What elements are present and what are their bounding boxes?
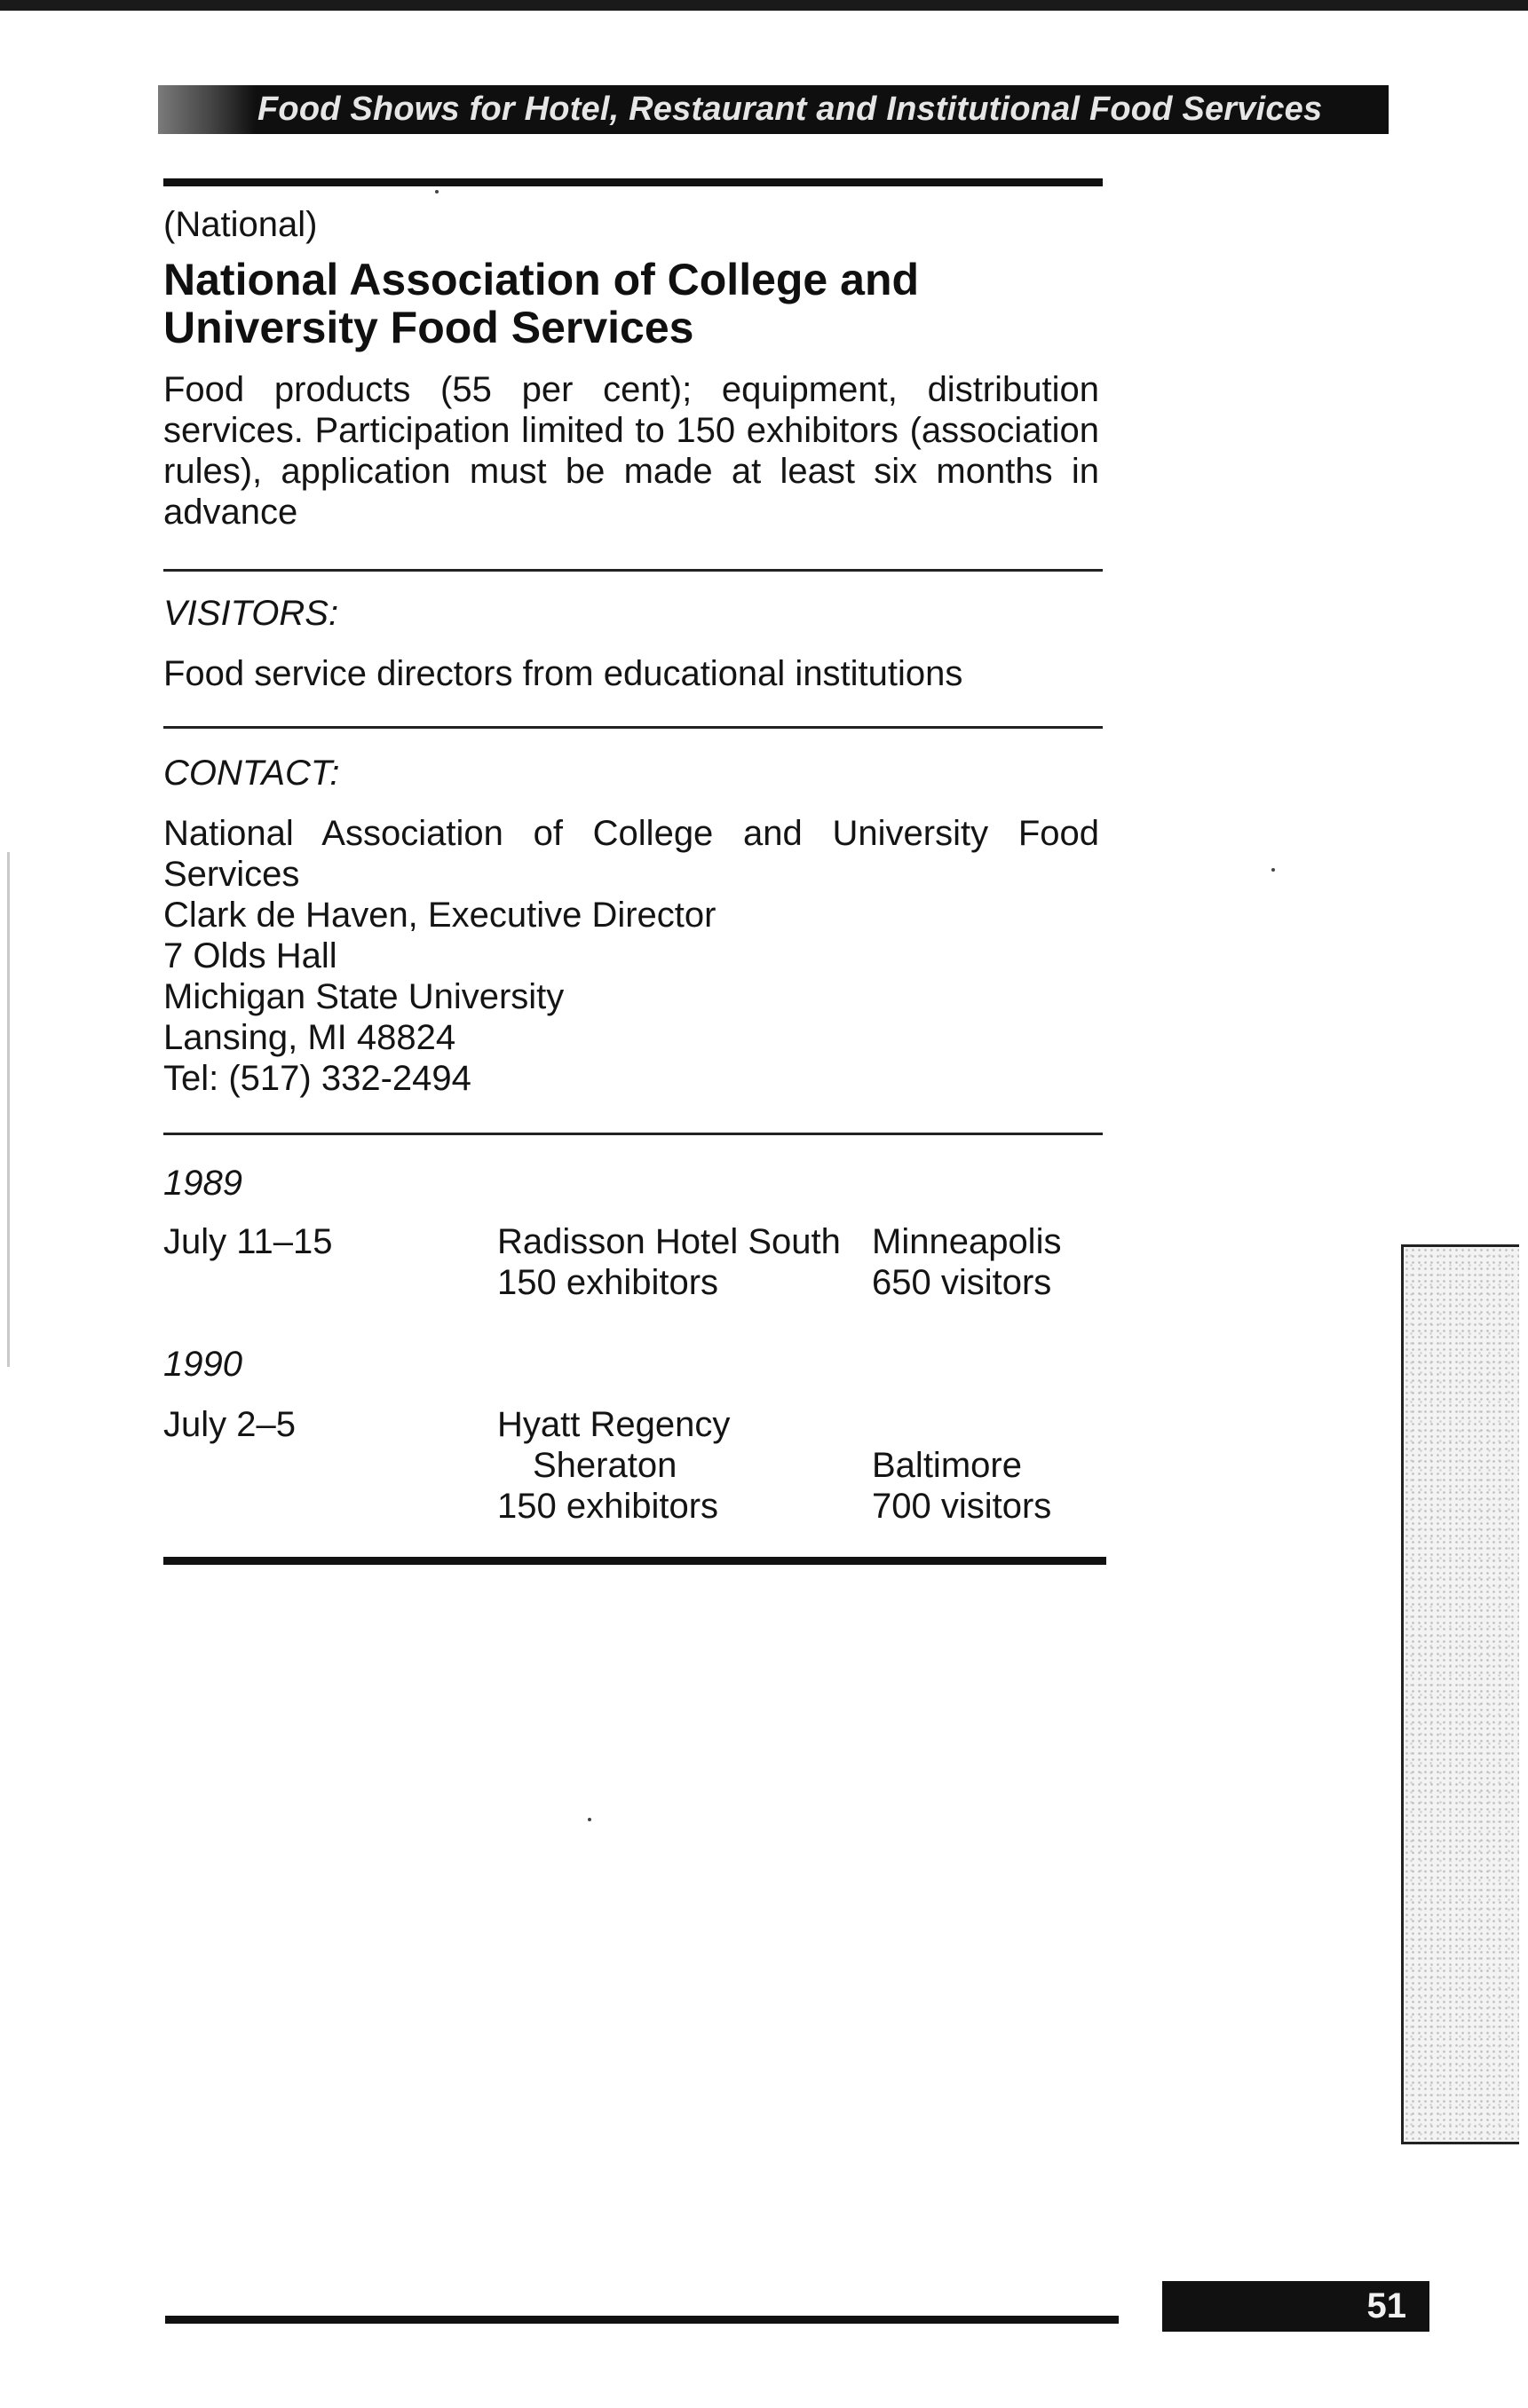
contact-line: Lansing, MI 48824: [163, 1018, 456, 1057]
page-number-band: [1162, 2281, 1429, 2332]
section-divider: [163, 569, 1103, 572]
event-year: 1990: [163, 1345, 242, 1384]
event-exhibitors: 150 exhibitors: [497, 1487, 719, 1526]
print-speck: [435, 190, 439, 193]
section-divider: [163, 726, 1103, 729]
contact-line: Clark de Haven, Executive Director: [163, 896, 716, 935]
print-speck: [588, 1818, 591, 1821]
visitors-text: Food service directors from educational institutions: [163, 654, 963, 693]
margin-line: [7, 852, 10, 1367]
top-page-rule: [0, 0, 1528, 11]
section-divider: [163, 1133, 1103, 1135]
running-header-title: Food Shows for Hotel, Restaurant and Institutional Food Services: [257, 91, 1323, 128]
event-visitors: 700 visitors: [872, 1487, 1052, 1526]
contact-heading: CONTACT:: [163, 754, 340, 793]
event-venue: Hyatt Regency: [497, 1405, 731, 1444]
contact-organization: National Association of College and University Food Services: [163, 814, 1099, 894]
entry-top-rule: [163, 178, 1103, 186]
visitors-heading: VISITORS:: [163, 594, 339, 633]
section-thumb-tab: [1401, 1244, 1519, 2144]
footer-rule: [165, 2316, 1119, 2324]
page-number: 51: [1366, 2286, 1406, 2325]
event-venue: Sheraton: [533, 1446, 677, 1485]
event-date: July 11–15: [163, 1222, 333, 1261]
event-venue: Radisson Hotel South: [497, 1222, 841, 1261]
event-exhibitors: 150 exhibitors: [497, 1263, 719, 1302]
contact-line: 7 Olds Hall: [163, 936, 337, 975]
entry-bottom-rule: [163, 1557, 1106, 1565]
entry-title: [163, 256, 962, 351]
region-label: (National): [163, 205, 318, 244]
event-date: July 2–5: [163, 1405, 296, 1444]
entry-title-line: National Association of College and: [163, 255, 920, 304]
event-visitors: 650 visitors: [872, 1263, 1052, 1302]
entry-description: Food products (55 per cent); equipment, distribution services. Participation limited to 150 exhibitors (association rules), application must be made at least six months in advance: [163, 370, 1099, 532]
event-city: Baltimore: [872, 1446, 1022, 1485]
contact-line: Tel: (517) 332-2494: [163, 1059, 471, 1098]
event-city: Minneapolis: [872, 1222, 1062, 1261]
contact-line: Michigan State University: [163, 977, 565, 1016]
print-speck: [1271, 868, 1275, 872]
running-header: [158, 85, 1389, 134]
entry-title-line: University Food Services: [163, 303, 694, 352]
event-year: 1989: [163, 1164, 242, 1203]
